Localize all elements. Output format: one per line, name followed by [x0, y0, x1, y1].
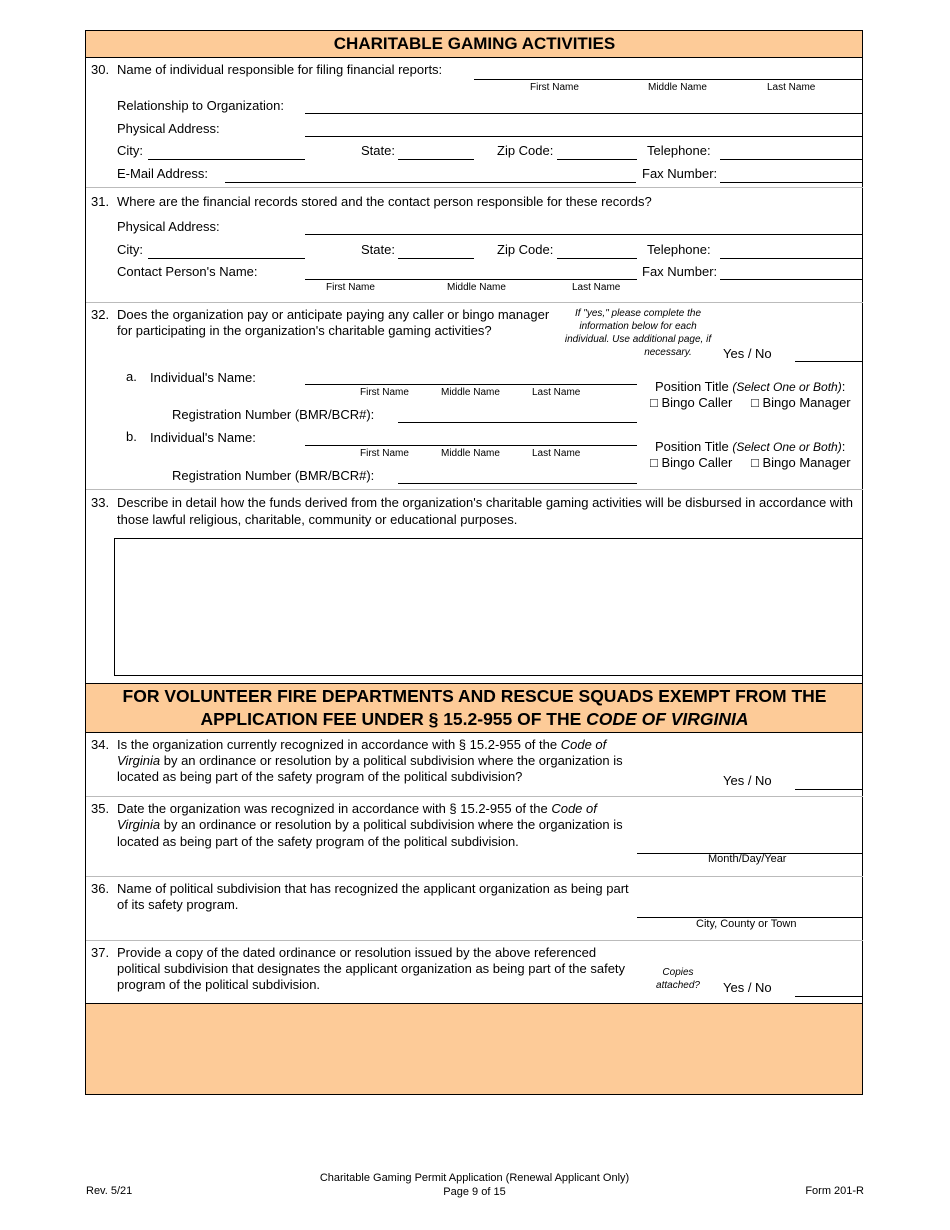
state-field[interactable] — [398, 159, 474, 160]
section-title-part: APPLICATION FEE UNDER § 15.2-955 OF THE — [200, 709, 587, 729]
text-part: Is the organization currently recognized in accordance with § 15.2-955 of the — [117, 737, 561, 752]
state-label: State: — [361, 143, 395, 158]
first-name-caption: First Name — [360, 448, 409, 459]
divider — [86, 1003, 863, 1004]
zip-field[interactable] — [557, 159, 637, 160]
telephone-field[interactable] — [720, 159, 863, 160]
last-name-caption: Last Name — [572, 282, 621, 293]
position-title: Position Title — [655, 439, 729, 454]
question-text — [117, 753, 623, 768]
registration-label: Registration Number (BMR/BCR#): — [172, 407, 375, 422]
section-title-code: CODE OF VIRGINIA — [586, 709, 749, 729]
yes-no-field[interactable] — [795, 789, 863, 790]
city-field[interactable] — [148, 258, 305, 259]
code-ref: Virginia — [117, 817, 161, 832]
question-text: located as being part of the safety program of the political subdivision? — [117, 769, 523, 784]
yes-no-label: Yes / No — [723, 980, 772, 995]
email-label: E-Mail Address: — [117, 166, 209, 181]
revision-label: Rev. 5/21 — [86, 1185, 133, 1197]
question-text — [117, 801, 597, 816]
yes-no-label: Yes / No — [723, 346, 772, 361]
position-title-label — [655, 379, 845, 394]
last-name-caption: Last Name — [767, 82, 816, 93]
telephone-label: Telephone: — [647, 242, 711, 257]
question-text: Does the organization pay or anticipate paying any caller or bingo manager — [117, 307, 550, 322]
question-text — [117, 737, 606, 752]
individual-name-field[interactable] — [305, 445, 637, 446]
bingo-caller-checkbox[interactable]: □ Bingo Caller — [650, 455, 733, 470]
question-number: 37. — [91, 945, 110, 960]
city-label: City: — [117, 242, 143, 257]
divider — [86, 732, 863, 733]
state-label: State: — [361, 242, 395, 257]
description-textarea[interactable] — [114, 538, 863, 676]
page-number: Page 9 of 15 — [443, 1186, 506, 1198]
last-name-caption: Last Name — [532, 387, 581, 398]
first-name-caption: First Name — [326, 282, 375, 293]
note-line: information below for each — [579, 321, 697, 332]
email-field[interactable] — [225, 182, 636, 183]
question-text: those lawful religious, charitable, community or educational purposes. — [117, 512, 518, 527]
text-part: by an ordinance or resolution by a political subdivision where the organization is — [160, 817, 623, 832]
relationship-label: Relationship to Organization: — [117, 98, 284, 113]
question-text: Describe in detail how the funds derived from the organization's charitable gaming activities will be disbursed in accordance with — [117, 495, 853, 510]
divider — [86, 876, 863, 877]
last-name-caption: Last Name — [532, 448, 581, 459]
question-text: Provide a copy of the dated ordinance or resolution issued by the above referenced — [117, 945, 597, 960]
note-line: attached? — [656, 980, 700, 991]
fax-field[interactable] — [720, 182, 863, 183]
divider — [86, 940, 863, 941]
middle-name-caption: Middle Name — [447, 282, 506, 293]
name-field[interactable] — [474, 79, 863, 80]
section-title: FOR VOLUNTEER FIRE DEPARTMENTS AND RESCUE SQUADS EXEMPT FROM THE — [122, 686, 827, 706]
zip-field[interactable] — [557, 258, 637, 259]
question-text: political subdivision that designates the applicant organization as being part of the safety — [117, 961, 626, 976]
contact-label: Contact Person's Name: — [117, 264, 258, 279]
divider — [86, 187, 863, 188]
question-number: 32. — [91, 307, 110, 322]
divider — [86, 57, 863, 58]
text-part: Date the organization was recognized in accordance with § 15.2-955 of the — [117, 801, 552, 816]
position-note: (Select One or Both) — [732, 440, 842, 454]
question-text: located as being part of the safety program of the political subdivision. — [117, 834, 519, 849]
fax-label: Fax Number: — [642, 166, 718, 181]
telephone-field[interactable] — [720, 258, 863, 259]
yes-no-field[interactable] — [795, 361, 863, 362]
item-letter: b. — [126, 429, 137, 444]
divider — [86, 796, 863, 797]
code-ref: Virginia — [117, 753, 161, 768]
code-ref: Code of — [551, 801, 597, 816]
question-number: 33. — [91, 495, 110, 510]
position-title-label — [655, 439, 845, 454]
individual-name-label: Individual's Name: — [150, 430, 256, 445]
yes-no-label: Yes / No — [723, 773, 772, 788]
note-line: necessary. — [644, 347, 692, 358]
footer-title: Charitable Gaming Permit Application (Renewal Applicant Only) — [319, 1172, 630, 1184]
question-number: 31. — [91, 194, 110, 209]
address-field[interactable] — [305, 136, 863, 137]
city-label: City: — [117, 143, 143, 158]
registration-field[interactable] — [398, 483, 637, 484]
address-label: Physical Address: — [117, 121, 220, 136]
question-text: Where are the financial records stored and the contact person responsible for these records? — [117, 194, 652, 209]
question-text: for participating in the organization's charitable gaming activities? — [117, 323, 492, 338]
middle-name-caption: Middle Name — [441, 387, 500, 398]
middle-name-caption: Middle Name — [441, 448, 500, 459]
yes-no-field[interactable] — [795, 996, 863, 997]
text-part: by an ordinance or resolution by a political subdivision where the organization is — [160, 753, 623, 768]
address-field[interactable] — [305, 234, 863, 235]
zip-label: Zip Code: — [497, 242, 554, 257]
question-text: Name of political subdivision that has recognized the applicant organization as being part — [117, 881, 629, 896]
bingo-caller-checkbox[interactable]: □ Bingo Caller — [650, 395, 733, 410]
first-name-caption: First Name — [360, 387, 409, 398]
code-ref: Code of — [560, 737, 607, 752]
question-text: Name of individual responsible for filing financial reports: — [117, 62, 443, 77]
question-number: 36. — [91, 881, 110, 896]
registration-field[interactable] — [398, 422, 637, 423]
date-caption: Month/Day/Year — [708, 853, 787, 865]
note-line: If "yes," please complete the — [574, 308, 702, 319]
question-text: of its safety program. — [117, 897, 239, 912]
telephone-label: Telephone: — [647, 143, 711, 158]
bingo-manager-checkbox[interactable]: □ Bingo Manager — [751, 455, 851, 470]
section-title — [86, 709, 863, 730]
instruction-note — [558, 307, 718, 359]
subdivision-caption: City, County or Town — [696, 918, 797, 930]
bingo-manager-checkbox[interactable]: □ Bingo Manager — [751, 395, 851, 410]
form-number: Form 201-R — [805, 1185, 864, 1197]
first-name-caption: First Name — [530, 82, 579, 93]
contact-field[interactable] — [305, 279, 637, 280]
zip-label: Zip Code: — [497, 143, 554, 158]
note-line: Copies — [662, 967, 694, 978]
individual-name-label: Individual's Name: — [150, 370, 256, 385]
fax-field[interactable] — [720, 279, 863, 280]
address-label: Physical Address: — [117, 219, 220, 234]
divider — [86, 302, 863, 303]
state-field[interactable] — [398, 258, 474, 259]
fax-label: Fax Number: — [642, 264, 718, 279]
colon: : — [841, 379, 846, 394]
registration-label: Registration Number (BMR/BCR#): — [172, 468, 375, 483]
city-field[interactable] — [148, 159, 305, 160]
question-number: 34. — [91, 737, 110, 752]
position-title: Position Title — [655, 379, 729, 394]
middle-name-caption: Middle Name — [648, 82, 707, 93]
copies-note — [650, 966, 706, 992]
question-text: program of the political subdivision. — [117, 977, 321, 992]
relationship-field[interactable] — [305, 113, 863, 114]
position-note: (Select One or Both) — [732, 380, 842, 394]
colon: : — [841, 439, 846, 454]
question-number: 30. — [91, 62, 110, 77]
individual-name-field[interactable] — [305, 384, 637, 385]
note-line: individual. Use additional page, if — [564, 334, 712, 345]
question-text — [117, 817, 623, 832]
divider — [86, 489, 863, 490]
divider — [86, 683, 863, 684]
section-title: CHARITABLE GAMING ACTIVITIES — [333, 34, 616, 53]
item-letter: a. — [126, 369, 137, 384]
question-number: 35. — [91, 801, 110, 816]
